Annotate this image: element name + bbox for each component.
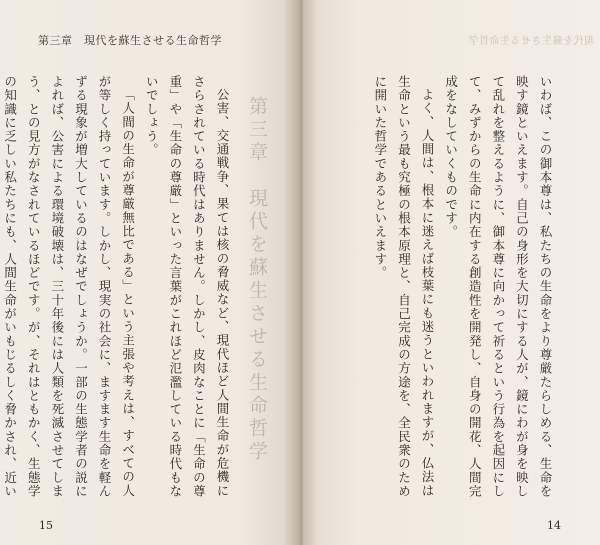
chapter-title-showthrough: 第三章 現代を蘇生させる生命哲学 xyxy=(246,96,268,464)
showthrough-header: 現代を蘇生させる生命哲学 xyxy=(468,36,594,47)
running-header: 第三章 現代を蘇生させる生命哲学 xyxy=(38,34,222,47)
paragraph: よく、人間は、根本に迷えば枝葉にも迷うといわれますが、仏法は生命という最も究極の根本原理と、自己完成の方途を、全民衆のために開いた哲学であるといえます。 xyxy=(372,75,436,499)
left-page-body xyxy=(2,75,234,500)
paragraph: いわば、この御本尊は、私たちの生命をより尊厳たらしめる、生命を映す鏡といえます。自己の身形を大切にする人が、鏡にわが身を映して乱れを整えるように、御本尊に向かって祈るという行為を起因にして、みずからの生命に内在する創造性を開発し、自身の開花、人間完成をなしていくものです。 xyxy=(443,75,553,499)
paragraph: 公害、交通戦争、果ては核の脅威など、現代ほど人間生命が危機にさらされている時代はありません。しかし、皮肉なことに「生命の尊重」や「生命の尊厳」といった言葉がこれほど氾濫している時代もないでしょう。 xyxy=(144,75,230,499)
page-number-right: 14 xyxy=(547,519,561,532)
book-gutter xyxy=(284,0,318,545)
right-page xyxy=(300,0,600,545)
paragraph: 「人間の生命が尊厳無比である」という主張や考えは、すべての人が等しく持っています。しかし、現実の社会に、ますます生命を軽んずる現象が増大しているのはなぜでしょうか。一部の生態学者の説によれば、公害による環境破壊は、三十年後には人類を死滅させてしまう、との見方がなされているほどです。が、それはともかく、生態学の知識に乏しい私たちにも、人間生命がいもじるしく脅かされ、近い xyxy=(2,75,136,499)
page-number-left: 15 xyxy=(39,519,53,532)
right-page-body xyxy=(342,75,557,500)
